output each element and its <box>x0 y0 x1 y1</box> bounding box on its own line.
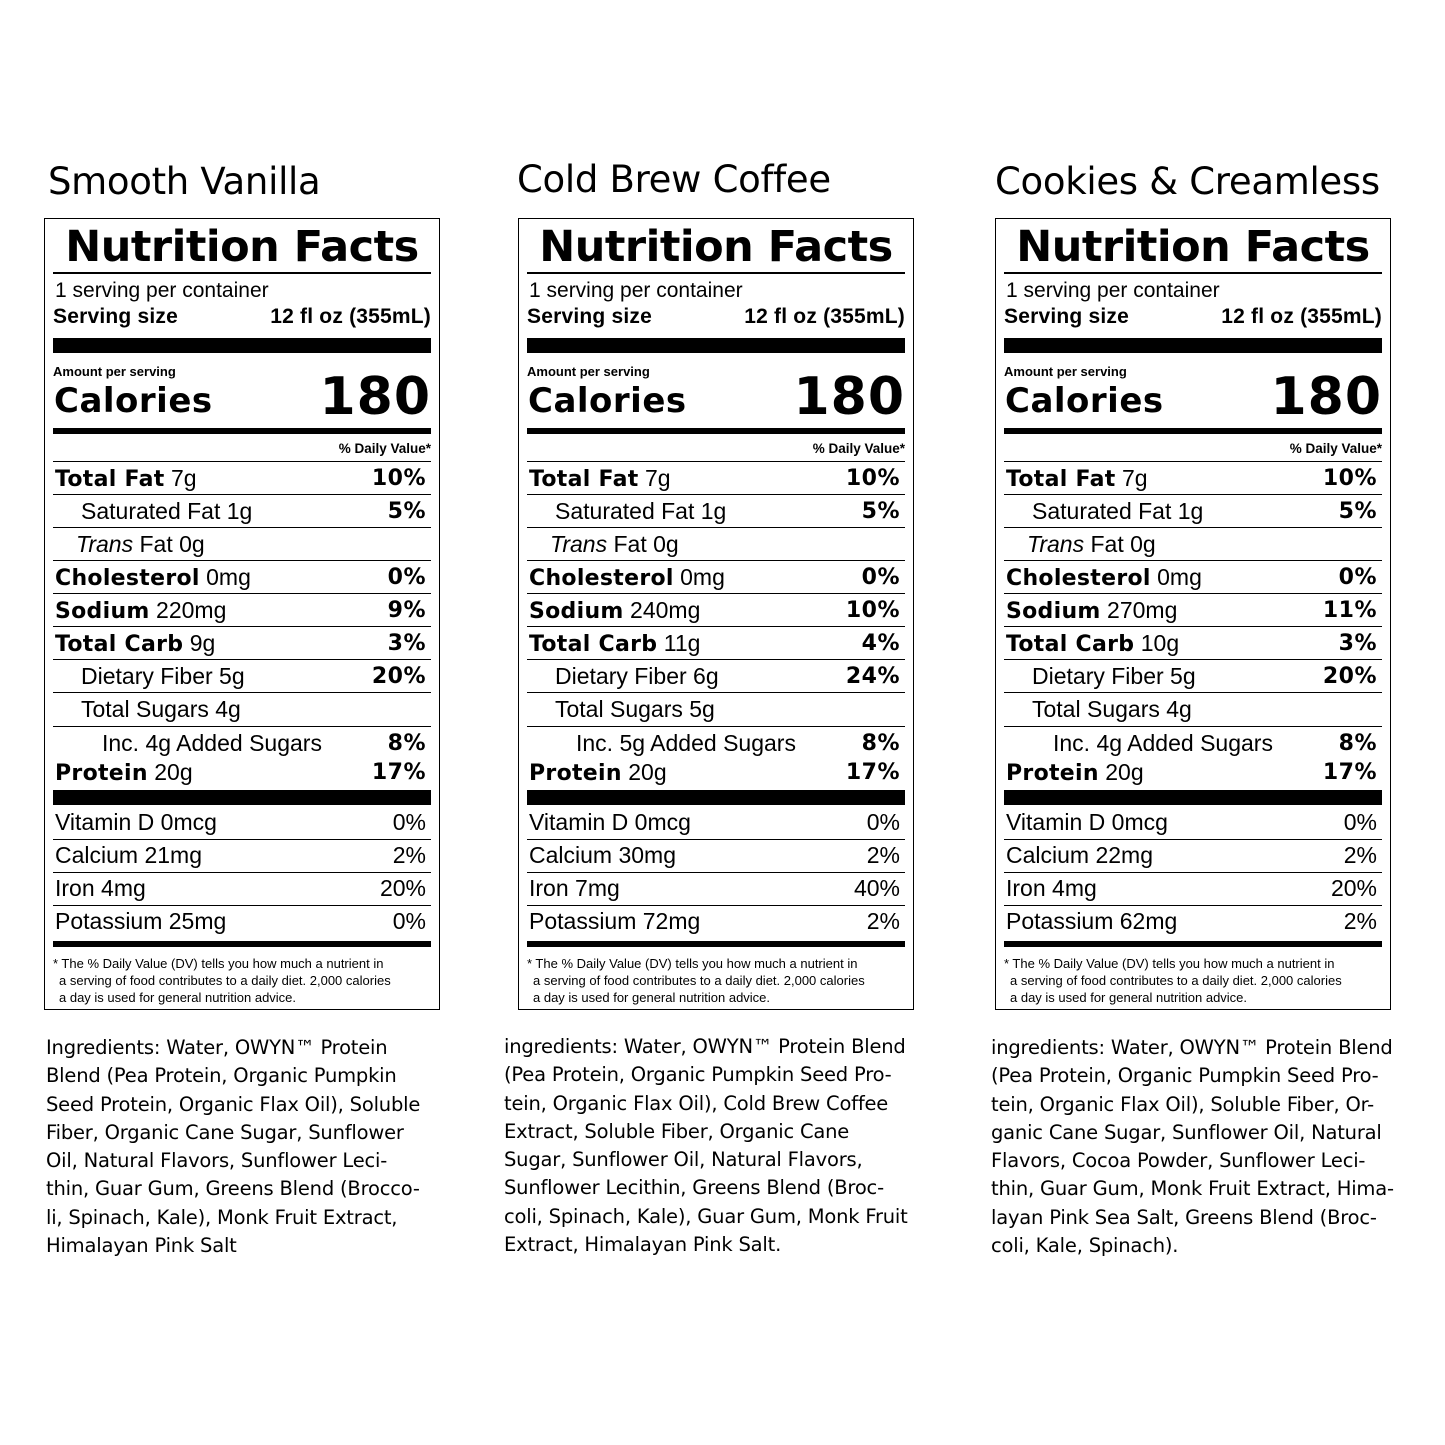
ingredients-line: Ingredients: Water, OWYN™ Protein <box>46 1036 388 1059</box>
ingredients-line: Flavors, Cocoa Powder, Sunflower Leci- <box>991 1149 1366 1173</box>
daily-value-percent: 2% <box>866 908 900 934</box>
ingredients-text <box>46 1034 446 1260</box>
serving-size-value: 12 fl oz (355mL) <box>270 305 431 328</box>
nutrient-label: Inc. 5g Added Sugars <box>576 730 796 756</box>
nutrient-label <box>1006 630 1179 657</box>
nutrient-label <box>55 630 215 657</box>
nutrient-row-protein <box>527 756 905 789</box>
nutrient-row-total-carb <box>53 627 431 660</box>
nutrient-name: Total Carb <box>1006 632 1135 657</box>
nutrient-name: Cholesterol <box>55 566 200 591</box>
product-flavor-title: Cold Brew Coffee <box>517 158 831 201</box>
thin-divider <box>527 626 905 627</box>
nutrition-facts-heading: Nutrition Facts <box>539 222 893 272</box>
footnote-line: a serving of food contributes to a daily diet. 2,000 calories <box>1010 973 1342 988</box>
ingredients-text <box>504 1033 934 1259</box>
daily-value-percent: 20% <box>379 875 426 901</box>
thin-divider <box>53 839 431 840</box>
nutrient-label: Vitamin D 0mcg <box>55 809 217 835</box>
ingredients-line: (Pea Protein, Organic Pumpkin Seed Pro- <box>504 1063 892 1087</box>
thin-divider <box>527 839 905 840</box>
ingredients-line: ingredients: Water, OWYN™ Protein Blend <box>504 1035 906 1058</box>
daily-value-percent: 10% <box>1322 466 1377 491</box>
ingredients-line: Blend (Pea Protein, Organic Pumpkin <box>46 1064 397 1088</box>
nutrient-row-calcium <box>527 839 905 872</box>
daily-value-percent: 2% <box>392 842 426 868</box>
nutrient-amount: 0mg <box>1150 564 1202 590</box>
trans-italic: Trans <box>76 531 134 557</box>
thin-divider <box>1004 726 1382 727</box>
thin-divider <box>1004 659 1382 660</box>
daily-value-percent: 11% <box>1322 598 1377 623</box>
ingredients-line: Extract, Soluble Fiber, Organic Cane <box>504 1119 850 1143</box>
nutrient-row-total-carb <box>1004 627 1382 660</box>
daily-value-percent: 10% <box>845 466 900 491</box>
daily-value-percent: 5% <box>1338 499 1377 524</box>
footnote-line: * The % Daily Value (DV) tells you how much a nutrient in <box>527 956 858 971</box>
calories-value: 180 <box>319 367 431 427</box>
nutrient-name: Total Carb <box>55 632 184 657</box>
ingredients-line: li, Spinach, Kale), Monk Fruit Extract, <box>46 1205 398 1229</box>
daily-value-percent: 10% <box>371 466 426 491</box>
serving-size-label: Serving size <box>527 305 652 328</box>
nutrient-label <box>529 465 671 492</box>
nutrition-facts-heading: Nutrition Facts <box>1016 222 1370 272</box>
daily-value-percent: 2% <box>1343 908 1377 934</box>
calories-label: Calories <box>528 381 687 421</box>
nutrient-label: Calcium 30mg <box>529 842 676 868</box>
ingredients-line: (Pea Protein, Organic Pumpkin Seed Pro- <box>991 1064 1379 1088</box>
nutrient-name: Cholesterol <box>1006 566 1151 591</box>
nutrient-name: Sodium <box>529 599 624 624</box>
nutrient-label <box>550 531 679 558</box>
thin-divider <box>53 527 431 528</box>
thin-divider <box>527 692 905 693</box>
nutrient-label <box>529 759 667 786</box>
nutrient-row-cholesterol <box>53 561 431 594</box>
nutrition-facts-label <box>518 218 914 1010</box>
nutrient-amount: Fat 0g <box>1084 531 1156 557</box>
nutrient-label: Calcium 21mg <box>55 842 202 868</box>
footnote-line: * The % Daily Value (DV) tells you how much a nutrient in <box>1004 956 1335 971</box>
nutrient-row-iron <box>1004 872 1382 905</box>
daily-value-percent: 9% <box>387 598 426 623</box>
nutrient-label: Potassium 62mg <box>1006 908 1178 934</box>
serving-size-value: 12 fl oz (355mL) <box>744 305 905 328</box>
calories-label: Calories <box>54 381 213 421</box>
daily-value-percent: 5% <box>387 499 426 524</box>
ingredients-line: tein, Organic Flax Oil), Soluble Fiber, Or- <box>991 1092 1375 1116</box>
nutrient-row-calcium <box>1004 839 1382 872</box>
thin-divider <box>1004 494 1382 495</box>
footnote-line: a day is used for general nutrition advice. <box>533 990 771 1005</box>
nutrient-amount: 20g <box>621 759 667 785</box>
serving-size <box>53 305 431 329</box>
ingredients-line: Extract, Himalayan Pink Salt. <box>504 1233 782 1257</box>
thin-divider <box>53 905 431 906</box>
daily-value-percent: 0% <box>392 908 426 934</box>
thick-divider <box>53 338 431 353</box>
thin-divider <box>53 560 431 561</box>
nutrient-name: Total Fat <box>55 467 165 492</box>
nutrient-amount: 20g <box>1098 759 1144 785</box>
nutrient-row-total-sugars <box>1004 693 1382 726</box>
daily-value-header: % Daily Value* <box>812 441 905 456</box>
nutrient-name: Total Fat <box>529 467 639 492</box>
ingredients-text <box>991 1034 1421 1260</box>
nutrient-row-trans-fat <box>527 528 905 561</box>
ingredients-line: thin, Guar Gum, Greens Blend (Brocco- <box>46 1177 420 1201</box>
serving-size-value: 12 fl oz (355mL) <box>1221 305 1382 328</box>
nutrient-row-trans-fat <box>1004 528 1382 561</box>
thin-divider <box>1004 593 1382 594</box>
nutrient-label: Dietary Fiber 6g <box>555 663 719 689</box>
daily-value-percent: 2% <box>866 842 900 868</box>
daily-value-percent: 0% <box>861 565 900 590</box>
nutrient-row-total-sugars <box>53 693 431 726</box>
thin-divider <box>1004 560 1382 561</box>
nutrient-name: Protein <box>529 761 622 786</box>
thin-divider <box>53 726 431 727</box>
medium-divider <box>1004 428 1382 434</box>
amount-per-serving: Amount per serving <box>527 364 650 379</box>
daily-value-percent: 20% <box>1330 875 1377 901</box>
ingredients-line: Seed Protein, Organic Flax Oil), Soluble <box>46 1092 421 1116</box>
nutrient-amount: Fat 0g <box>133 531 205 557</box>
serving-size-label: Serving size <box>53 305 178 328</box>
nutrient-label <box>1006 597 1177 624</box>
nutrient-label: Calcium 22mg <box>1006 842 1153 868</box>
footnote-line: a serving of food contributes to a daily diet. 2,000 calories <box>533 973 865 988</box>
servings-per-container: 1 serving per container <box>55 279 269 302</box>
nutrient-amount: 7g <box>1115 465 1148 491</box>
nutrient-row-cholesterol <box>527 561 905 594</box>
ingredients-line: Sunflower Lecithin, Greens Blend (Broc- <box>504 1176 884 1200</box>
daily-value-percent: 10% <box>845 598 900 623</box>
medium-divider <box>527 428 905 434</box>
nutrient-row-potassium <box>527 905 905 938</box>
thin-divider <box>1004 692 1382 693</box>
nutrient-label <box>1006 564 1202 591</box>
medium-divider <box>1004 941 1382 947</box>
nutrient-row-sodium <box>53 594 431 627</box>
nutrient-label: Saturated Fat 1g <box>81 498 253 524</box>
trans-italic: Trans <box>550 531 608 557</box>
daily-value-percent: 8% <box>387 731 426 756</box>
nutrient-name: Sodium <box>55 599 150 624</box>
nutrient-label: Potassium 72mg <box>529 908 701 934</box>
divider <box>1004 272 1382 274</box>
daily-value-percent: 24% <box>845 664 900 689</box>
ingredients-line: ganic Cane Sugar, Sunflower Oil, Natural <box>991 1120 1382 1144</box>
ingredients-line: Fiber, Organic Cane Sugar, Sunflower <box>46 1120 404 1144</box>
daily-value-footnote <box>527 955 905 1006</box>
nutrient-row-trans-fat <box>53 528 431 561</box>
divider <box>53 272 431 274</box>
ingredients-line: Sugar, Sunflower Oil, Natural Flavors, <box>504 1148 863 1172</box>
ingredients-line: coli, Kale, Spinach). <box>991 1234 1179 1258</box>
calories-label: Calories <box>1005 381 1164 421</box>
thick-divider <box>1004 790 1382 805</box>
calories-value: 180 <box>793 367 905 427</box>
daily-value-percent: 17% <box>371 760 426 785</box>
thin-divider <box>527 494 905 495</box>
thin-divider <box>1004 872 1382 873</box>
nutrient-name: Total Carb <box>529 632 658 657</box>
nutrient-amount: 0mg <box>673 564 725 590</box>
thin-divider <box>527 560 905 561</box>
nutrient-row-total-fat <box>1004 462 1382 495</box>
product-flavor-title: Smooth Vanilla <box>48 160 321 203</box>
nutrient-label: Total Sugars 4g <box>1032 696 1192 722</box>
nutrient-amount: 11g <box>657 630 701 656</box>
nutrient-label <box>529 564 725 591</box>
nutrient-label: Inc. 4g Added Sugars <box>102 730 322 756</box>
nutrient-row-saturated-fat <box>53 495 431 528</box>
ingredients-line: layan Pink Sea Salt, Greens Blend (Broc- <box>991 1205 1377 1229</box>
daily-value-percent: 5% <box>861 499 900 524</box>
footnote-line: a day is used for general nutrition advice. <box>59 990 297 1005</box>
nutrient-label: Iron 4mg <box>55 875 146 901</box>
daily-value-percent: 0% <box>1338 565 1377 590</box>
thin-divider <box>527 659 905 660</box>
nutrient-amount: 10g <box>1134 630 1180 656</box>
ingredients-line: thin, Guar Gum, Monk Fruit Extract, Hima- <box>991 1177 1394 1201</box>
footnote-line: * The % Daily Value (DV) tells you how much a nutrient in <box>53 956 384 971</box>
thick-divider <box>1004 338 1382 353</box>
nutrient-row-sodium <box>527 594 905 627</box>
nutrient-row-saturated-fat <box>1004 495 1382 528</box>
nutrient-label <box>529 630 700 657</box>
nutrient-amount: 270mg <box>1100 597 1178 623</box>
ingredients-line: coli, Spinach, Kale), Guar Gum, Monk Fruit <box>504 1204 908 1228</box>
thick-divider <box>53 790 431 805</box>
medium-divider <box>53 428 431 434</box>
nutrient-row-saturated-fat <box>527 495 905 528</box>
nutrient-label <box>55 759 193 786</box>
divider <box>527 272 905 274</box>
serving-size-label: Serving size <box>1004 305 1129 328</box>
nutrient-label: Dietary Fiber 5g <box>81 663 245 689</box>
daily-value-percent: 40% <box>853 875 900 901</box>
daily-value-percent: 0% <box>866 809 900 835</box>
nutrient-row-vitamin-d <box>53 806 431 839</box>
nutrient-label: Total Sugars 4g <box>81 696 241 722</box>
nutrient-label: Vitamin D 0mcg <box>1006 809 1168 835</box>
nutrient-label: Iron 7mg <box>529 875 620 901</box>
thick-divider <box>527 338 905 353</box>
thin-divider <box>527 726 905 727</box>
nutrient-name: Cholesterol <box>529 566 674 591</box>
daily-value-header: % Daily Value* <box>1289 441 1382 456</box>
daily-value-percent: 20% <box>1322 664 1377 689</box>
calories-value: 180 <box>1270 367 1382 427</box>
daily-value-percent: 0% <box>1343 809 1377 835</box>
daily-value-percent: 17% <box>845 760 900 785</box>
nutrient-label: Inc. 4g Added Sugars <box>1053 730 1273 756</box>
nutrient-label: Dietary Fiber 5g <box>1032 663 1196 689</box>
nutrient-row-potassium <box>1004 905 1382 938</box>
thin-divider <box>53 659 431 660</box>
nutrient-label: Iron 4mg <box>1006 875 1097 901</box>
nutrient-amount: 0mg <box>199 564 251 590</box>
thin-divider <box>1004 626 1382 627</box>
footnote-line: a serving of food contributes to a daily diet. 2,000 calories <box>59 973 391 988</box>
nutrient-name: Protein <box>1006 761 1099 786</box>
nutrient-label <box>55 465 197 492</box>
nutrient-row-potassium <box>53 905 431 938</box>
thin-divider <box>527 905 905 906</box>
nutrient-label <box>1006 465 1148 492</box>
thin-divider <box>1004 905 1382 906</box>
nutrient-amount: 7g <box>638 465 671 491</box>
trans-italic: Trans <box>1027 531 1085 557</box>
nutrient-label <box>529 597 700 624</box>
nutrient-label: Potassium 25mg <box>55 908 227 934</box>
medium-divider <box>53 941 431 947</box>
nutrient-row-protein <box>53 756 431 789</box>
product-flavor-title: Cookies & Creamless <box>995 160 1380 203</box>
nutrient-label <box>1006 759 1144 786</box>
ingredients-line: tein, Organic Flax Oil), Cold Brew Coffee <box>504 1091 889 1115</box>
daily-value-percent: 0% <box>387 565 426 590</box>
ingredients-line: Himalayan Pink Salt <box>46 1234 237 1258</box>
daily-value-percent: 3% <box>387 631 426 656</box>
thin-divider <box>53 593 431 594</box>
nutrient-amount: 7g <box>164 465 197 491</box>
serving-size <box>1004 305 1382 329</box>
ingredients-line: Oil, Natural Flavors, Sunflower Leci- <box>46 1149 388 1173</box>
nutrient-row-total-fat <box>527 462 905 495</box>
thin-divider <box>53 626 431 627</box>
amount-per-serving: Amount per serving <box>1004 364 1127 379</box>
nutrient-label <box>76 531 205 558</box>
nutrition-facts-heading: Nutrition Facts <box>65 222 419 272</box>
thin-divider <box>1004 527 1382 528</box>
nutrient-name: Sodium <box>1006 599 1101 624</box>
nutrient-label: Vitamin D 0mcg <box>529 809 691 835</box>
serving-size <box>527 305 905 329</box>
nutrient-row-protein <box>1004 756 1382 789</box>
servings-per-container: 1 serving per container <box>529 279 743 302</box>
nutrient-amount: Fat 0g <box>607 531 679 557</box>
daily-value-percent: 2% <box>1343 842 1377 868</box>
nutrient-row-total-sugars <box>527 693 905 726</box>
thin-divider <box>53 872 431 873</box>
thick-divider <box>527 790 905 805</box>
thin-divider <box>527 872 905 873</box>
nutrition-facts-label <box>44 218 440 1010</box>
nutrient-row-cholesterol <box>1004 561 1382 594</box>
daily-value-percent: 8% <box>1338 731 1377 756</box>
daily-value-percent: 8% <box>861 731 900 756</box>
footnote-line: a day is used for general nutrition advice. <box>1010 990 1248 1005</box>
medium-divider <box>527 941 905 947</box>
thin-divider <box>1004 461 1382 462</box>
thin-divider <box>1004 839 1382 840</box>
nutrient-amount: 240mg <box>623 597 701 623</box>
nutrient-row-dietary-fiber <box>527 660 905 693</box>
nutrient-row-vitamin-d <box>527 806 905 839</box>
nutrient-label: Total Sugars 5g <box>555 696 715 722</box>
nutrient-name: Protein <box>55 761 148 786</box>
nutrient-row-dietary-fiber <box>53 660 431 693</box>
nutrient-row-dietary-fiber <box>1004 660 1382 693</box>
daily-value-percent: 17% <box>1322 760 1377 785</box>
nutrient-amount: 20g <box>147 759 193 785</box>
thin-divider <box>53 494 431 495</box>
nutrient-row-iron <box>527 872 905 905</box>
nutrition-facts-label <box>995 218 1391 1010</box>
nutrient-label <box>55 564 251 591</box>
daily-value-percent: 3% <box>1338 631 1377 656</box>
nutrient-label <box>55 597 226 624</box>
nutrient-row-total-fat <box>53 462 431 495</box>
nutrient-label: Saturated Fat 1g <box>1032 498 1204 524</box>
servings-per-container: 1 serving per container <box>1006 279 1220 302</box>
thin-divider <box>527 593 905 594</box>
daily-value-header: % Daily Value* <box>338 441 431 456</box>
nutrient-row-vitamin-d <box>1004 806 1382 839</box>
thin-divider <box>53 461 431 462</box>
thin-divider <box>527 461 905 462</box>
daily-value-percent: 20% <box>371 664 426 689</box>
daily-value-percent: 4% <box>861 631 900 656</box>
nutrient-amount: 220mg <box>149 597 227 623</box>
daily-value-percent: 0% <box>392 809 426 835</box>
amount-per-serving: Amount per serving <box>53 364 176 379</box>
nutrient-row-iron <box>53 872 431 905</box>
daily-value-footnote <box>1004 955 1382 1006</box>
nutrient-row-calcium <box>53 839 431 872</box>
thin-divider <box>527 527 905 528</box>
nutrient-row-total-carb <box>527 627 905 660</box>
thin-divider <box>53 692 431 693</box>
ingredients-line: ingredients: Water, OWYN™ Protein Blend <box>991 1036 1393 1059</box>
nutrient-amount: 9g <box>183 630 216 656</box>
daily-value-footnote <box>53 955 431 1006</box>
nutrient-name: Total Fat <box>1006 467 1116 492</box>
nutrient-row-sodium <box>1004 594 1382 627</box>
nutrient-label: Saturated Fat 1g <box>555 498 727 524</box>
nutrient-label <box>1027 531 1156 558</box>
